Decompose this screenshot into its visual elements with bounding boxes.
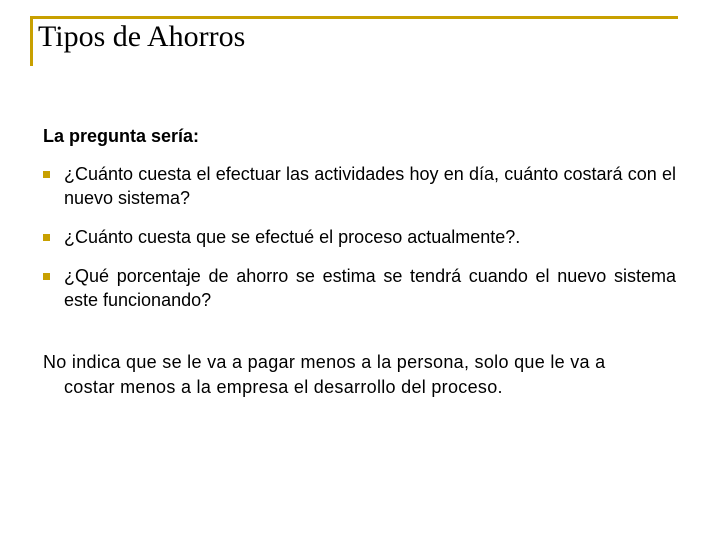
title-frame-left-line xyxy=(30,16,33,66)
note-line-2: costar menos a la empresa el desarrollo del proceso. xyxy=(64,377,503,397)
bullet-item xyxy=(43,264,676,312)
bullet-text: ¿Cuánto cuesta que se efectué el proceso actualmente?. xyxy=(64,227,521,247)
note-line-1: No indica que se le va a pagar menos a la persona, solo que le va a xyxy=(43,352,606,372)
bullet-item xyxy=(43,225,676,249)
bullet-text: ¿Cuánto cuesta el efectuar las actividades hoy en día, cuánto costará con el nuevo sistema? xyxy=(64,164,676,208)
square-bullet-icon xyxy=(43,273,50,280)
square-bullet-icon xyxy=(43,234,50,241)
slide-content xyxy=(43,124,676,327)
slide-title: Tipos de Ahorros xyxy=(38,20,246,53)
note-paragraph xyxy=(43,350,676,400)
bullet-text: ¿Qué porcentaje de ahorro se estima se tendrá cuando el nuevo sistema este funcionando? xyxy=(64,266,676,310)
bullet-list xyxy=(43,162,676,312)
square-bullet-icon xyxy=(43,171,50,178)
bullet-item xyxy=(43,162,676,210)
intro-text: La pregunta sería: xyxy=(43,126,200,146)
